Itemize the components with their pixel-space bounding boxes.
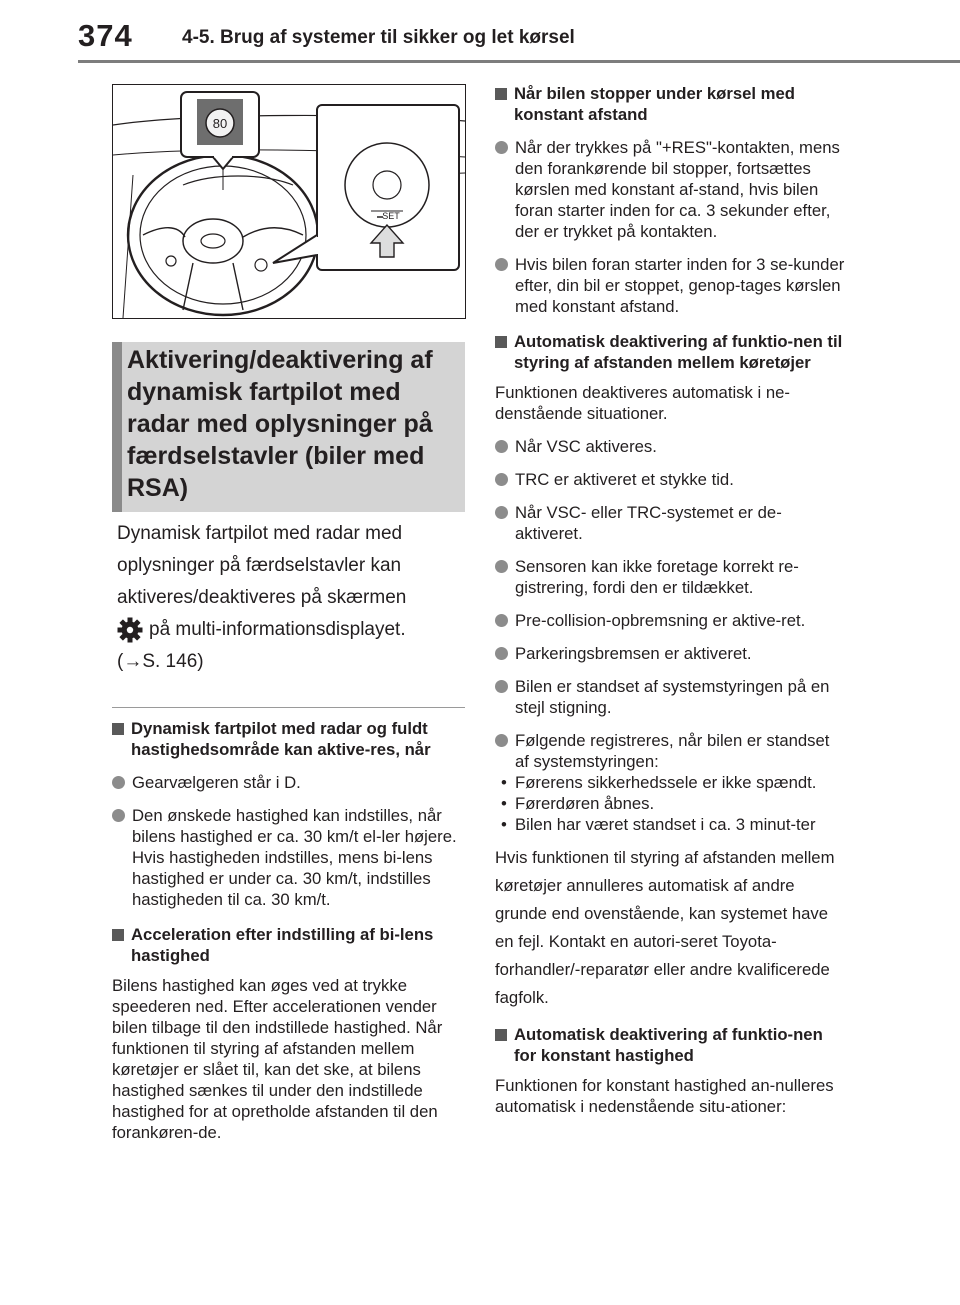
square-bullet-icon bbox=[495, 88, 507, 100]
left-column bbox=[112, 711, 464, 1143]
paragraph: Bilens hastighed kan øges ved at trykke speederen ned. Efter accelerationen vender bilen tilbage til den indstillede hastighed. Når funktionen til styring af afstanden mellem køretøjer er slået til, kan det ske, at bilens hastighed sænkes til under den indstillede hastighed for at opretholde afstanden til den forankøren-de. bbox=[112, 976, 443, 1142]
page-reference: (→S. 146) bbox=[117, 651, 204, 672]
bullet-item: Pre-collision-opbremsning er aktive-ret. bbox=[495, 610, 847, 631]
subheading: Automatisk deaktivering af funktio-nen til styring af afstanden mellem køretøjer bbox=[495, 331, 847, 373]
circle-bullet-icon bbox=[495, 473, 508, 486]
section-accent-bar bbox=[112, 342, 122, 512]
sub-bullet-item: • Førerens sikkerhedssele er ikke spændt. bbox=[501, 773, 817, 792]
square-bullet-icon bbox=[112, 929, 124, 941]
square-bullet-icon bbox=[495, 336, 507, 348]
bullet-item: Når VSC aktiveres. bbox=[495, 436, 847, 457]
bullet-item: Den ønskede hastighed kan indstilles, når bilens hastighed er ca. 30 km/t el-ler højere. Hvis hastigheden indstilles, mens bi-lens hastighed er under ca. 30 km/t, indstilles hastigheden til ca. 30 km/t. bbox=[112, 805, 464, 910]
subheading: Dynamisk fartpilot med radar og fuldt hastighedsområde kan aktive-res, når bbox=[112, 718, 464, 760]
intro-text bbox=[117, 518, 467, 678]
bullet-item: Følgende registreres, når bilen er standset af systemstyringen: bbox=[495, 730, 847, 772]
bullet-item: Sensoren kan ikke foretage korrekt re-gistrering, fordi den er tildækket. bbox=[495, 556, 847, 598]
gear-icon bbox=[117, 617, 143, 643]
steering-wheel-illustration bbox=[112, 84, 466, 319]
paragraph: Funktionen for konstant hastighed an-nulleres automatisk i nedenstående situ-ationer: bbox=[495, 1076, 834, 1116]
bullet-item: Bilen er standset af systemstyringen på en stejl stigning. bbox=[495, 676, 847, 718]
circle-bullet-icon bbox=[495, 440, 508, 453]
circle-bullet-icon bbox=[495, 734, 508, 747]
circle-bullet-icon bbox=[495, 141, 508, 154]
divider bbox=[112, 707, 465, 708]
circle-bullet-icon bbox=[495, 560, 508, 573]
subheading: Når bilen stopper under kørsel med konstant afstand bbox=[495, 83, 847, 125]
page-number: 374 bbox=[78, 18, 133, 53]
bullet-item: TRC er aktiveret et stykke tid. bbox=[495, 469, 847, 490]
square-bullet-icon bbox=[495, 1029, 507, 1041]
paragraph: Funktionen deaktiveres automatisk i ne-denstående situationer. bbox=[495, 383, 790, 423]
right-column bbox=[495, 76, 847, 1117]
paragraph: Hvis funktionen til styring af afstanden mellem køretøjer annulleres automatisk af andre grunde end ovenstående, kan systemet have en fejl. Kontakt en autori-seret Toyota-forhandler/-reparatør eller andre kvalificerede fagfolk. bbox=[495, 848, 835, 1007]
header-rule bbox=[78, 60, 960, 63]
intro-line: aktiveres/deaktiveres på skærmen bbox=[117, 587, 407, 608]
circle-bullet-icon bbox=[495, 506, 508, 519]
circle-bullet-icon bbox=[495, 680, 508, 693]
circle-bullet-icon bbox=[112, 809, 125, 822]
bullet-item: Når VSC- eller TRC-systemet er de-aktiveret. bbox=[495, 502, 847, 544]
intro-line: Dynamisk fartpilot med radar med bbox=[117, 523, 403, 544]
circle-bullet-icon bbox=[495, 258, 508, 271]
sub-bullet-item: • Bilen har været standset i ca. 3 minut-ter bbox=[501, 815, 816, 834]
subheading: Acceleration efter indstilling af bi-lens hastighed bbox=[112, 924, 464, 966]
bullet-glyph: • bbox=[501, 815, 507, 834]
section-header-box bbox=[112, 342, 465, 512]
circle-bullet-icon bbox=[495, 614, 508, 627]
intro-gear-line: på multi-informationsdisplayet. bbox=[117, 614, 467, 646]
circle-bullet-icon bbox=[112, 776, 125, 789]
section-title: Aktivering/deaktivering af dynamisk fartpilot med radar med oplysninger på færdselstavler (biler med RSA) bbox=[127, 346, 433, 502]
set-label: SET bbox=[382, 211, 400, 221]
bullet-glyph: • bbox=[501, 773, 507, 792]
bullet-item: Gearvælgeren står i D. bbox=[112, 772, 464, 793]
bullet-item: Når der trykkes på "+RES"-kontakten, mens den forankørende bil stopper, fortsættes kørslen med konstant af-stand, hvis bilen foran starter inden for ca. 3 sekunder efter, der er trykket på kontakten. bbox=[495, 137, 847, 242]
bullet-item: Parkeringsbremsen er aktiveret. bbox=[495, 643, 847, 664]
circle-bullet-icon bbox=[495, 647, 508, 660]
header-title: 4-5. Brug af systemer til sikker og let kørsel bbox=[182, 27, 575, 48]
bullet-glyph: • bbox=[501, 794, 507, 813]
subheading: Automatisk deaktivering af funktio-nen for konstant hastighed bbox=[495, 1024, 847, 1066]
sub-bullet-item: • Førerdøren åbnes. bbox=[501, 794, 655, 813]
square-bullet-icon bbox=[112, 723, 124, 735]
bullet-item: Hvis bilen foran starter inden for 3 se-kunder efter, din bil er stoppet, genop-tages kørslen med konstant afstand. bbox=[495, 254, 847, 317]
speed-limit-value: 80 bbox=[212, 116, 228, 131]
intro-line: oplysninger på færdselstavler kan bbox=[117, 555, 402, 576]
